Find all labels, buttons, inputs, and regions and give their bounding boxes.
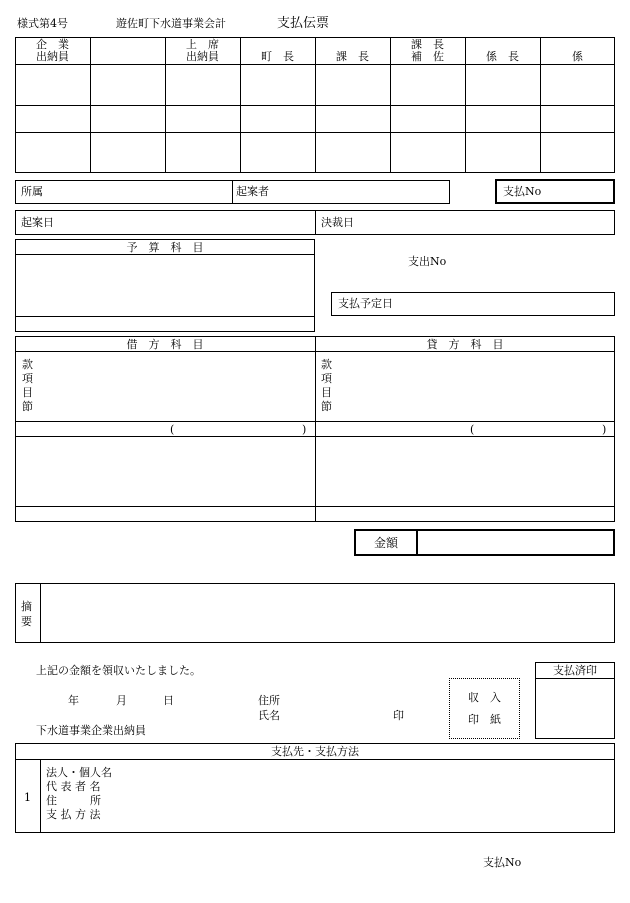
payee-header: 支払先・支払方法 [271,745,359,758]
accounts-divider [315,336,316,522]
budget-divider [15,254,315,255]
debit-item-moku: 目 [22,386,33,399]
footer-payment-no-label: 支払No [483,856,522,869]
receipt-statement: 上記の金額を領収いたしました。 [36,664,201,677]
payee-field-address: 住 所 [46,794,101,807]
debit-paren-close: ) [302,423,307,436]
decision-date-label: 決裁日 [321,216,354,229]
debit-item-kou: 項 [22,372,33,385]
credit-item-kou: 項 [321,372,332,385]
payee-row-number: 1 [24,791,31,804]
approval-header-company-treasurer: 企 業 出納員 [36,38,69,63]
payee-field-representative: 代 表 者 名 [46,780,101,793]
draft-date-label: 起案日 [21,216,54,229]
receipt-month-label: 月 [116,694,127,707]
expenditure-no-label: 支出No [408,255,447,268]
approval-header-subsection-chief: 係 長 [486,50,519,63]
revenue-stamp-line1: 収 入 [468,691,501,704]
payment-no-label: 支払No [503,185,542,198]
debit-item-kan: 款 [22,358,33,371]
payee-divider [40,759,41,833]
scheduled-date-label: 支払予定日 [338,297,393,310]
accounts-divider [15,421,615,422]
accounts-divider [15,436,615,437]
receipt-year-label: 年 [68,694,79,707]
debit-paren-open: ( [170,423,175,436]
treasurer-label: 下水道事業企業出納員 [36,724,146,737]
amount-divider [416,529,418,556]
summary-field[interactable] [41,584,613,642]
form-number: 様式第4号 [17,17,68,30]
receipt-address-label: 住所 [258,694,280,707]
debit-header: 借 方 科 目 [126,338,204,351]
drafter-label: 起案者 [236,185,269,198]
payee-divider [15,759,615,760]
credit-paren-close: ) [602,423,607,436]
row-divider [315,210,316,235]
department-label: 所属 [21,185,43,198]
amount-label: 金額 [373,536,398,550]
approval-header-staff: 係 [572,50,583,63]
payee-field-name: 法人・個人名 [46,766,112,779]
approval-header-blank [90,39,165,51]
budget-divider [15,316,315,317]
credit-item-moku: 目 [321,386,332,399]
approval-header-senior-treasurer: 上 席 出納員 [186,38,219,63]
form-title: 支払伝票 [277,16,330,31]
revenue-stamp-line2: 印 紙 [468,713,501,726]
accounts-divider [15,351,615,352]
approval-header-mayor: 町 長 [261,50,294,63]
credit-paren-open: ( [470,423,475,436]
revenue-stamp-box [449,678,520,739]
approval-header-deputy-chief: 課 長 補 佐 [411,38,444,63]
budget-item-header: 予 算 科 目 [126,241,204,254]
accounts-divider [15,506,615,507]
approval-header-section-chief: 課 長 [336,50,369,63]
credit-item-setsu: 節 [321,400,332,413]
row-divider [232,180,233,204]
credit-item-kan: 款 [321,358,332,371]
paid-stamp-label: 支払済印 [553,664,597,677]
seal-label: 印 [393,709,404,722]
debit-item-setsu: 節 [22,400,33,413]
summary-label-top: 摘 [21,600,32,613]
organization-name: 遊佐町下水道事業会計 [116,17,226,30]
credit-header: 貸 方 科 目 [426,338,504,351]
receipt-day-label: 日 [163,694,174,707]
approval-divider [90,37,91,173]
receipt-name-label: 氏名 [258,709,280,722]
payee-field-method: 支 払 方 法 [46,808,101,821]
summary-label-bottom: 要 [21,615,32,628]
paid-stamp-divider [535,678,615,679]
